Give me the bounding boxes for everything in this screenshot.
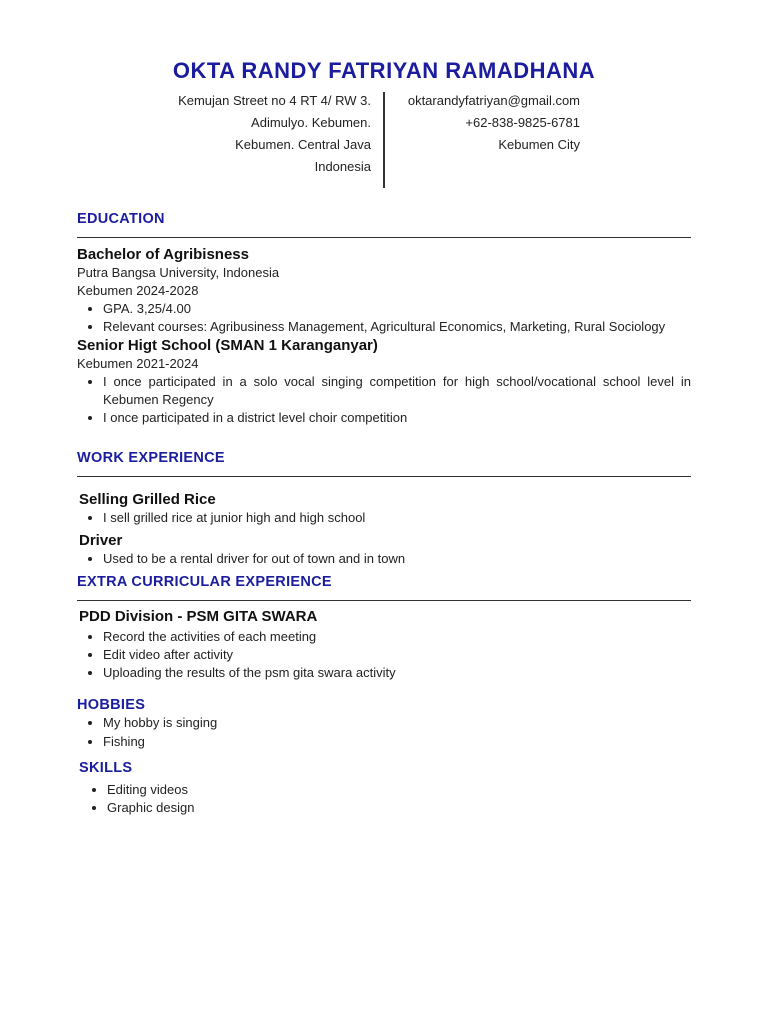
entry-title: Driver: [79, 532, 123, 549]
bullet-list: [77, 373, 691, 427]
institution: Putra Bangsa University, Indonesia: [77, 265, 280, 280]
bullet-list: [77, 300, 691, 336]
list-item: • Used to be a rental driver for out of town and in town: [103, 550, 691, 568]
address-line: Adimulyo. Kebumen.: [251, 115, 371, 130]
bullet-list: [77, 550, 691, 568]
work-section: [77, 450, 691, 568]
list-item: • Relevant courses: Agribusiness Management, Agricultural Economics, Marketing, Rural Sociology: [103, 318, 691, 336]
extracurricular-section: [77, 574, 691, 682]
period: Kebumen 2021-2024: [77, 356, 199, 371]
list-item: • I once participated in a district level choir competition: [103, 409, 691, 427]
list-item: • I once participated in a solo vocal singing competition for high school/vocational school level in Kebumen Regency: [103, 373, 691, 409]
contact-block: [408, 90, 580, 156]
phone: +62-838-9825-6781: [465, 115, 580, 130]
address-block: [178, 90, 371, 178]
entry-title: PDD Division - PSM GITA SWARA: [79, 608, 318, 625]
section-title: EXTRA CURRICULAR EXPERIENCE: [77, 574, 332, 590]
section-title: HOBBIES: [77, 697, 146, 713]
education-section: [77, 211, 691, 427]
address-line: Indonesia: [314, 159, 371, 174]
list-item: • Edit video after activity: [103, 646, 691, 664]
city: Kebumen City: [498, 137, 580, 152]
address-line: Kebumen. Central Java: [235, 137, 371, 152]
list-item: • Editing videos: [107, 781, 693, 799]
entry-title: Selling Grilled Rice: [79, 491, 216, 508]
section-divider: [77, 237, 691, 238]
bullet-list: [79, 781, 693, 817]
list-item: • Graphic design: [107, 799, 693, 817]
period: Kebumen 2024-2028: [77, 283, 199, 298]
section-title: SKILLS: [79, 760, 133, 776]
email: oktarandyfatriyan@gmail.com: [407, 93, 580, 108]
bullet-list: [77, 509, 691, 527]
candidate-name: OKTA RANDY FATRIYAN RAMADHANA: [172, 58, 596, 83]
header-divider: [383, 92, 385, 188]
list-item: • My hobby is singing: [103, 714, 691, 732]
entry-title: Bachelor of Agribisness: [77, 246, 249, 263]
section-divider: [77, 476, 691, 477]
list-item: • GPA. 3,25/4.00: [103, 300, 691, 318]
list-item: • Uploading the results of the psm gita swara activity: [103, 664, 691, 682]
bullet-list: [77, 628, 691, 682]
list-item: • Fishing: [103, 733, 691, 751]
skills-section: [79, 760, 693, 817]
section-title: EDUCATION: [77, 211, 165, 227]
entry-title: Senior Higt School (SMAN 1 Karanganyar): [77, 337, 378, 354]
hobbies-section: [77, 697, 691, 751]
list-item: • I sell grilled rice at junior high and high school: [103, 509, 691, 527]
section-divider: [77, 600, 691, 601]
list-item: • Record the activities of each meeting: [103, 628, 691, 646]
bullet-list: [77, 714, 691, 751]
address-line: Kemujan Street no 4 RT 4/ RW 3.: [178, 93, 371, 108]
section-title: WORK EXPERIENCE: [77, 450, 225, 466]
